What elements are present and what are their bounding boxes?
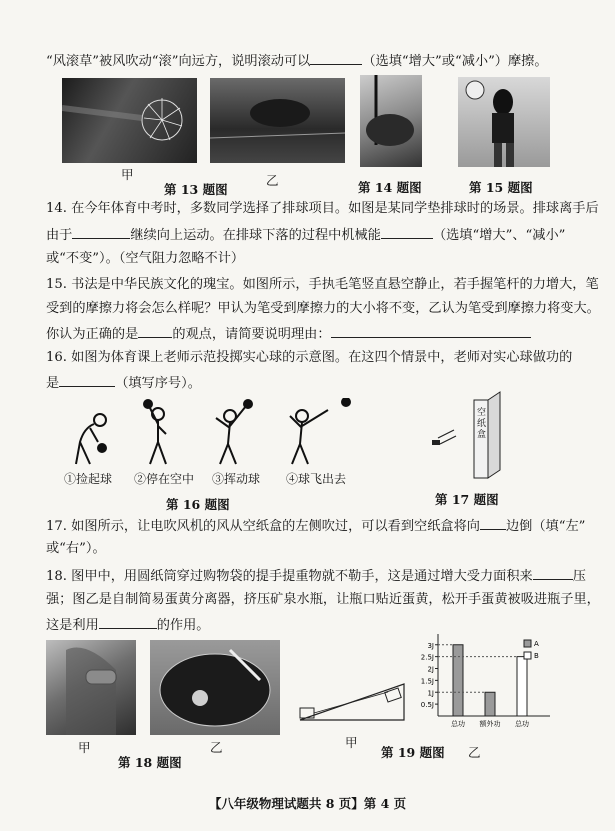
- legend-label-B: B: [534, 652, 539, 660]
- q15-line2: 受到的摩擦力将会怎么样呢？甲认为笔受到摩擦力的大小将不变，乙认为笔受到摩擦力将变大。: [46, 301, 600, 316]
- fig16-caption: 第 16 题图: [166, 497, 230, 512]
- y-tick-label: 2J: [427, 665, 434, 674]
- legend-swatch-B: [524, 652, 531, 659]
- q18-line2: 强；图乙是自制简易蛋黄分离器，挤压矿泉水瓶，让瓶口贴近蛋黄，松开手蛋黄被吸进瓶子里，: [46, 592, 600, 607]
- brush-hand-drawing: [360, 75, 422, 167]
- q12-line: [46, 51, 548, 71]
- bar-A: [453, 645, 463, 716]
- fig15-caption: 第 15 题图: [469, 180, 533, 195]
- q18-text-b: 压: [572, 569, 586, 584]
- fig19-label-yi: 乙: [468, 745, 481, 760]
- fig18-label-yi: 乙: [210, 740, 223, 755]
- q16-line1: 16. 如图为体育课上老师示范投掷实心球的示意图。在这四个情景中，老师对实心球做功的: [46, 350, 573, 365]
- q15-line3: [46, 324, 531, 344]
- q18-blank-1[interactable]: [533, 566, 573, 580]
- legend-label-A: A: [534, 640, 539, 648]
- q16-step-3: ③挥动球: [212, 472, 261, 486]
- page-footer: 【八年级物理试题共 8 页】第 4 页: [208, 796, 407, 811]
- q16-step-4: ④球飞出去: [286, 472, 347, 486]
- q12-blank[interactable]: [310, 51, 362, 65]
- q17-line1: [46, 516, 585, 536]
- q16-line2: [46, 373, 201, 393]
- work-bar-chart: [410, 632, 560, 742]
- q15-blank-reason[interactable]: [331, 324, 531, 338]
- q16-blank[interactable]: [59, 373, 115, 387]
- incline-figure: [292, 680, 412, 730]
- q12-text-b: （选填“增大”或“减小”）摩擦。: [362, 54, 548, 69]
- fig13-yi-photo: [210, 78, 345, 163]
- throw-stick-figures: [66, 398, 366, 468]
- fig18-jia-photo: [46, 640, 136, 735]
- q15-blank-1[interactable]: [138, 324, 172, 338]
- q16-step-2: ②停在空中: [134, 472, 195, 486]
- q14-text-c: （选填“增大”、“减小”: [432, 228, 566, 243]
- q17-blank[interactable]: [480, 516, 506, 530]
- y-tick-label: 2.5J: [420, 653, 434, 662]
- fig18-label-jia: 甲: [78, 740, 91, 755]
- q15-line1: 15. 书法是中华民族文化的瑰宝。如图所示，手执毛笔竖直悬空静止，若手握笔杆的力增大，笔: [46, 277, 599, 292]
- fig13-caption: 第 13 题图: [164, 182, 228, 197]
- q18-blank-2[interactable]: [99, 615, 157, 629]
- y-tick-label: 3J: [427, 641, 434, 650]
- paper-box-label: 空纸盒: [477, 408, 487, 440]
- q15-text-a: 你认为正确的是: [46, 327, 139, 342]
- q14-line3: 或“不变”）。（空气阻力忽略不计）: [46, 251, 245, 266]
- y-tick-label: 1.5J: [420, 677, 434, 686]
- q17-text-b: 边倒（填“左”: [505, 519, 586, 534]
- q18-text-a: 18. 图甲中，用圆纸筒穿过购物袋的提手提重物就不勒手，这是通过增大受力面积来: [46, 569, 533, 584]
- q14-text-a: 由于: [46, 228, 73, 243]
- fig17-caption: 第 17 题图: [435, 492, 499, 507]
- bar-B: [517, 657, 527, 716]
- q12-text-a: “风滚草”被风吹动“滚”向远方，说明滚动可以: [46, 54, 311, 69]
- q17-line2: 或“右”）。: [46, 541, 106, 556]
- egg-separator-drawing: [150, 640, 280, 735]
- q18-line1: [46, 566, 586, 586]
- q18-text-b2: 的作用。: [156, 618, 210, 633]
- fig19-label-jia: 甲: [345, 735, 358, 750]
- q18-text-a2: 这是利用: [46, 618, 99, 633]
- q14-line1: 14. 在今年体育中考时，多数同学选择了排球项目。如图是某同学垫排球时的场景。排球离手后: [46, 201, 599, 216]
- tumbleweed-rolling-drawing: [210, 78, 345, 163]
- fig19-caption: 第 19 题图: [381, 745, 445, 760]
- bag-handle-drawing: [46, 640, 136, 735]
- volleyball-player-drawing: [458, 77, 550, 167]
- q17-text-a: 17. 如图所示，让电吹风机的风从空纸盒的左侧吹过，可以看到空纸盒将向: [46, 519, 480, 534]
- fig13-jia-photo: [62, 78, 197, 163]
- x-tick-label: 额外功: [479, 720, 501, 728]
- q16-text-b: （填写序号）。: [115, 376, 201, 391]
- fig14-photo: [360, 75, 422, 167]
- q14-text-b: 继续向上运动。在排球下落的过程中机械能: [130, 228, 381, 243]
- q18-line3: [46, 615, 210, 635]
- q16-text-a: 是: [46, 376, 60, 391]
- q14-line2: [46, 225, 565, 245]
- q14-blank-1[interactable]: [72, 225, 130, 239]
- q15-text-b: 的观点，请简要说明理由：: [172, 327, 331, 342]
- legend-swatch-A: [524, 640, 531, 647]
- y-tick-label: 1J: [427, 689, 434, 698]
- x-tick-label: 总功: [451, 720, 465, 728]
- bar-A: [485, 692, 495, 716]
- fig18-yi-photo: [150, 640, 280, 735]
- tumbleweed-drawing: [62, 78, 197, 163]
- q16-step-1: ①捡起球: [64, 472, 113, 486]
- fig13-label-yi: 乙: [266, 173, 279, 188]
- fig18-caption: 第 18 题图: [118, 755, 182, 770]
- x-tick-label: 总功: [515, 720, 529, 728]
- y-tick-label: 0.5J: [420, 701, 434, 710]
- fig14-caption: 第 14 题图: [358, 180, 422, 195]
- fig15-photo: [458, 77, 550, 167]
- q14-blank-2[interactable]: [381, 225, 433, 239]
- fig13-label-jia: 甲: [121, 167, 134, 182]
